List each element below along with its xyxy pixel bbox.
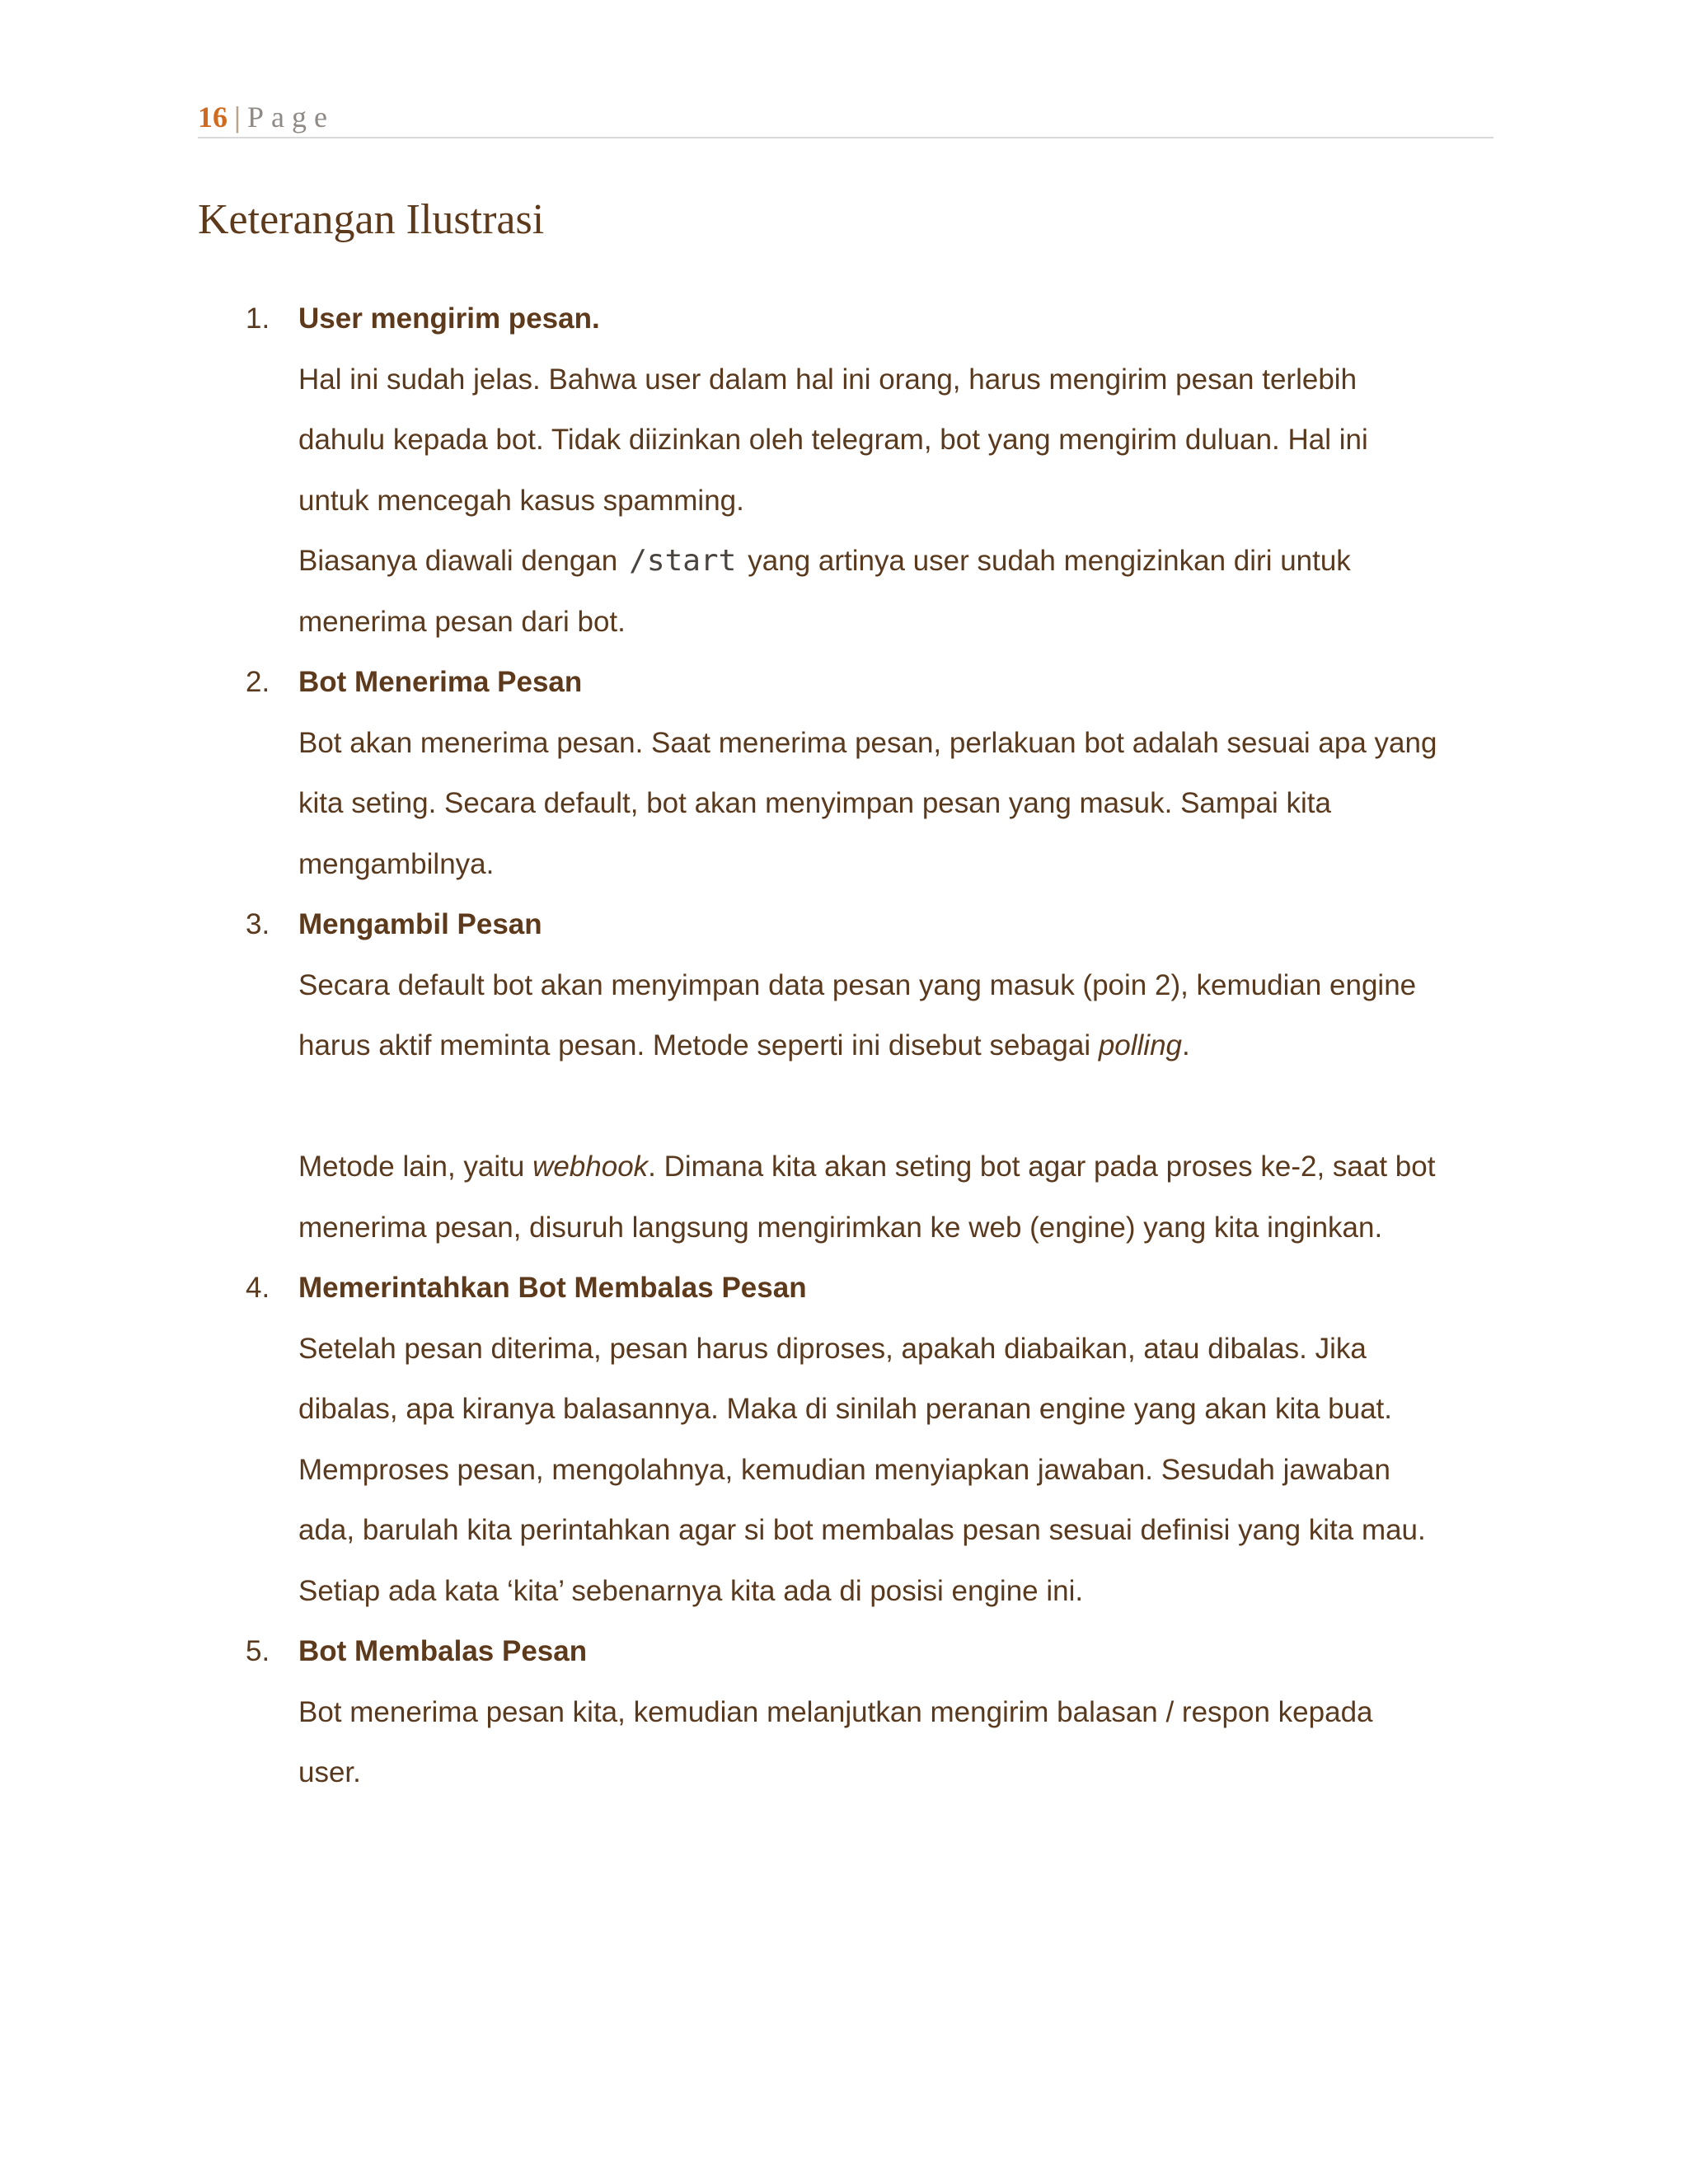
paragraph-line: Hal ini sudah jelas. Bahwa user dalam hal ini orang, harus mengirim pesan terlebih (298, 363, 1357, 396)
blank-line (298, 1076, 1502, 1137)
code-line-prefix: Biasanya diawali dengan (298, 545, 618, 577)
item-title: User mengirim pesan. (298, 302, 600, 335)
text-run: . Dimana kita akan seting bot agar pada proses ke-2, saat bot (648, 1151, 1436, 1183)
item-number: 4. (246, 1272, 270, 1304)
paragraph-line: user. (298, 1756, 361, 1788)
paragraph-line: Setiap ada kata ‘kita’ sebenarnya kita ada di posisi engine ini. (298, 1574, 1084, 1607)
text-run: Metode lain, yaitu (298, 1151, 533, 1183)
list-item (0, 1621, 1688, 1803)
page-separator: | (234, 101, 241, 134)
section-heading: Keterangan Ilustrasi (198, 196, 545, 243)
code-line-suffix: yang artinya user sudah mengizinkan diri untuk (748, 545, 1351, 577)
paragraph-line: Memproses pesan, mengolahnya, kemudian menyiapkan jawaban. Sesudah jawaban (298, 1453, 1390, 1486)
paragraph-line (298, 1015, 1502, 1076)
paragraph-line: untuk mencegah kasus spamming. (298, 484, 744, 517)
list-item (0, 894, 1688, 1258)
italic-term: webhook (532, 1151, 649, 1183)
page-header (198, 97, 1493, 138)
paragraph-line: dibalas, apa kiranya balasannya. Maka di sinilah peranan engine yang akan kita buat. (298, 1393, 1393, 1425)
item-title: Mengambil Pesan (298, 908, 542, 940)
paragraph-line: Bot menerima pesan kita, kemudian melanjutkan mengirim balasan / respon kepada (298, 1695, 1373, 1728)
item-number: 2. (246, 666, 270, 698)
paragraph-line: ada, barulah kita perintahkan agar si bot membalas pesan sesuai definisi yang kita mau. (298, 1514, 1426, 1546)
paragraph-line: menerima pesan dari bot. (298, 605, 626, 638)
paragraph-line: kita seting. Secara default, bot akan menyimpan pesan yang masuk. Sampai kita (298, 787, 1331, 819)
item-title: Bot Membalas Pesan (298, 1635, 588, 1667)
paragraph-line: Setelah pesan diterima, pesan harus diproses, apakah diabaikan, atau dibalas. Jika (298, 1332, 1367, 1365)
item-title: Bot Menerima Pesan (298, 666, 583, 698)
text-run: . (1182, 1029, 1190, 1062)
text-run: harus aktif meminta pesan. Metode seperti ini disebut sebagai (298, 1029, 1099, 1062)
item-number: 1. (246, 302, 270, 335)
list-item (0, 652, 1688, 894)
page-number: 16 (198, 101, 227, 134)
item-number: 3. (246, 908, 270, 940)
item-number: 5. (246, 1635, 270, 1667)
paragraph-line: mengambilnya. (298, 847, 495, 880)
item-body (298, 288, 1502, 652)
item-body (298, 1258, 1502, 1621)
italic-term: polling (1098, 1029, 1183, 1062)
paragraph-line-with-code (298, 531, 1502, 592)
paragraph-line: Secara default bot akan menyimpan data pesan yang masuk (poin 2), kemudian engine (298, 968, 1417, 1001)
inline-code: /start (629, 544, 737, 578)
list-item (0, 288, 1688, 652)
item-body (298, 1621, 1502, 1803)
list-item (0, 1258, 1688, 1621)
numbered-list (0, 288, 1688, 1803)
paragraph-line: Bot akan menerima pesan. Saat menerima pesan, perlakuan bot adalah sesuai apa yang (298, 726, 1437, 759)
item-title: Memerintahkan Bot Membalas Pesan (298, 1272, 807, 1304)
page-label: Page (246, 101, 335, 134)
paragraph-line (298, 1137, 1502, 1197)
item-body (298, 894, 1502, 1258)
paragraph-line: dahulu kepada bot. Tidak diizinkan oleh telegram, bot yang mengirim duluan. Hal ini (298, 424, 1368, 456)
item-body (298, 652, 1502, 894)
paragraph-line: menerima pesan, disuruh langsung mengirimkan ke web (engine) yang kita inginkan. (298, 1211, 1383, 1244)
